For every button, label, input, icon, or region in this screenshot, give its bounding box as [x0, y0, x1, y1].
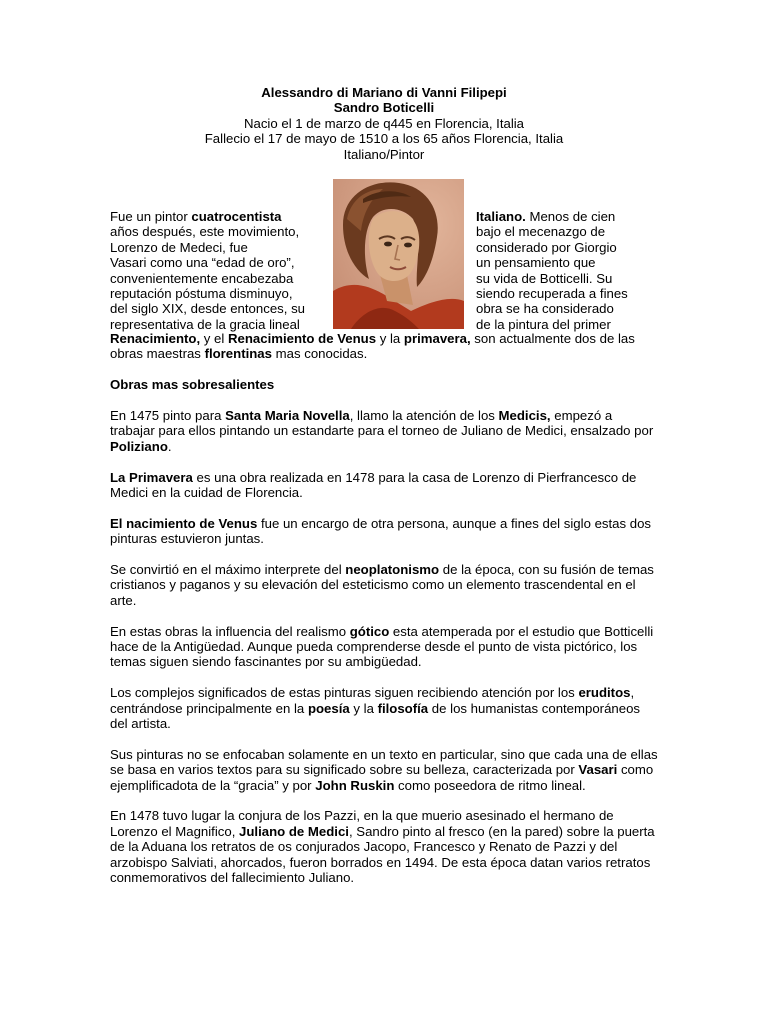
p5-text-a: Se convirtió en el máximo interprete del: [110, 562, 346, 578]
left-line-7: del siglo XIX, desde entonces, su: [110, 301, 306, 317]
role-line: Italiano/Pintor: [343, 146, 425, 162]
section-title: [110, 377, 658, 392]
paragraph-pazzi: [110, 808, 658, 885]
p7-bold-b: eruditos: [578, 685, 631, 701]
p6-bold-b: gótico: [349, 623, 390, 639]
p2-bold-d: Medicis,: [498, 408, 551, 423]
left-line-8: representativa de la gracia lineal: [110, 316, 300, 332]
right-line-2: bajo el mecenazgo de: [476, 224, 606, 240]
left-line-1-text: Fue un pintor: [110, 209, 192, 224]
left-line-3: Lorenzo de Medeci, fue: [110, 239, 248, 255]
p3-bold-a: La Primavera: [110, 469, 193, 485]
p2-text-e: empezó a trabajar para ellos pintando un estandarte para el torneo de Juliano de Medici, ensalzado por: [110, 408, 654, 439]
p8-bold-d: John Ruskin: [315, 777, 395, 793]
p1-text-f: son actualmente dos de las obras maestras: [110, 331, 635, 362]
right-line-1-text: Menos de cien: [525, 209, 616, 224]
p8-bold-b: Vasari: [578, 762, 618, 778]
paragraph-eruditos: [110, 685, 658, 731]
p1-text-b: y el: [200, 331, 228, 346]
paragraph-primavera: [110, 470, 658, 501]
p6-text-c: esta atemperada por el estudio que Botticelli hace de la Antigüedad. Aunque pueda comprenderse desde el punto de vista pictórico, los temas siguen siendo fascinantes por su ambigüedad.: [110, 623, 654, 670]
left-line-1-bold: cuatrocentista: [191, 209, 282, 224]
left-line-1: [110, 209, 305, 224]
p2-bold-b: Santa Maria Novella: [225, 408, 350, 423]
p1-bold-a: Renacimiento,: [110, 331, 201, 346]
right-line-6: siendo recuperada a fines: [476, 286, 628, 302]
botticelli-portrait-image: [333, 179, 464, 329]
p7-text-c: , centrándose principalmente en la: [110, 685, 635, 716]
right-line-5: su vida de Botticelli. Su: [476, 270, 613, 286]
left-text-column: [110, 209, 305, 332]
right-line-1: [476, 209, 628, 224]
document-header: [110, 85, 658, 162]
right-line-1-bold: Italiano.: [476, 209, 526, 224]
p7-bold-d: poesía: [307, 700, 350, 716]
section-title-text: Obras mas sobresalientes: [110, 377, 275, 393]
p7-text-e: y la: [349, 700, 378, 716]
p6-text-a: En estas obras la influencia del realismo: [110, 623, 350, 639]
right-line-8: de la pintura del primer: [476, 316, 611, 332]
p4-text-b: fue un encargo de otra persona, aunque a fines del siglo estas dos pinturas estuvieron juntas.: [110, 515, 652, 547]
p4-bold-a: El nacimiento de Venus: [110, 515, 258, 531]
p1-bold-g: florentinas: [204, 346, 272, 362]
right-line-7: obra se ha considerado: [476, 301, 614, 317]
intro-paragraph-end: [110, 331, 658, 362]
left-line-2: años después, este movimiento,: [110, 224, 300, 240]
p5-text-c: de la época, con su fusión de temas cristianos y paganos y su elevación del esteticismo como un elemento trascendental en el arte.: [110, 562, 654, 608]
p7-text-a: Los complejos significados de estas pinturas siguen recibiendo atención por los: [110, 685, 579, 701]
p1-bold-c: Renacimiento de Venus: [228, 331, 377, 346]
p5-bold-b: neoplatonismo: [345, 562, 440, 578]
right-text-column: [476, 209, 628, 332]
right-line-4: un pensamiento que: [476, 255, 596, 271]
artist-full-name: Alessandro di Mariano di Vanni Filipepi: [261, 85, 507, 100]
p2-bold-f: Poliziano: [110, 438, 168, 454]
paragraph-venus: [110, 516, 658, 547]
p8-text-a: Sus pinturas no se enfocaban solamente en un texto en particular, sino que cada una de ellas se basa en varios textos para su significado sobre su belleza, caracterizada por: [110, 746, 658, 778]
p7-bold-f: filosofía: [377, 700, 429, 716]
p9-text-a: En 1478 tuvo lugar la conjura de los Pazzi, en la que muerio asesinado el hermano de Lorenzo el Magnifico,: [110, 808, 614, 839]
p2-text-g: .: [167, 438, 172, 454]
p1-text-d: y la: [376, 331, 404, 346]
p7-text-g: de los humanistas contemporáneos del artista.: [110, 700, 640, 732]
p8-text-e: como poseedora de ritmo lineal.: [394, 777, 586, 793]
right-line-3: considerado por Giorgio: [476, 239, 617, 255]
birth-line: Nacio el 1 de marzo de q445 en Florencia, Italia: [243, 115, 525, 131]
p1-text-h: mas conocidas.: [271, 346, 368, 362]
death-line: Fallecio el 17 de mayo de 1510 a los 65 años Florencia, Italia: [204, 131, 564, 147]
paragraph-textos: [110, 747, 658, 793]
left-line-6: reputación póstuma disminuyo,: [110, 286, 293, 302]
p3-text-b: es una obra realizada en 1478 para la casa de Lorenzo di Pierfrancesco de Medici en la cuidad de Florencia.: [110, 469, 637, 501]
artist-alias: Sandro Boticelli: [333, 100, 435, 116]
paragraph-santa-maria: [110, 408, 658, 454]
p1-bold-e: primavera,: [403, 331, 471, 346]
portrait-illustration: [333, 179, 464, 329]
left-line-4: Vasari como una “edad de oro”,: [110, 255, 295, 271]
paragraph-neoplatonismo: [110, 562, 658, 608]
p9-bold-b: Juliano de Medici: [239, 823, 349, 839]
p8-text-c: como ejemplificadota de la “gracia” y por: [110, 762, 654, 793]
p2-text-a: En 1475 pinto para: [110, 408, 226, 423]
document-body: [110, 331, 658, 901]
left-line-5: convenientemente encabezaba: [110, 270, 294, 286]
paragraph-gotico: [110, 624, 658, 670]
p2-text-c: , llamo la atención de los: [349, 408, 499, 423]
p9-text-c: , Sandro pinto al fresco (en la pared) sobre la puerta de la Aduana los retratos de os conjurados Jacopo, Francesco y Renato de Pazzi y del arzobispo Salviati, ahorcados, fueron borrados en 1494. De esta época datan varios retratos conmemorativos del fallecimiento Juliano.: [110, 823, 655, 886]
